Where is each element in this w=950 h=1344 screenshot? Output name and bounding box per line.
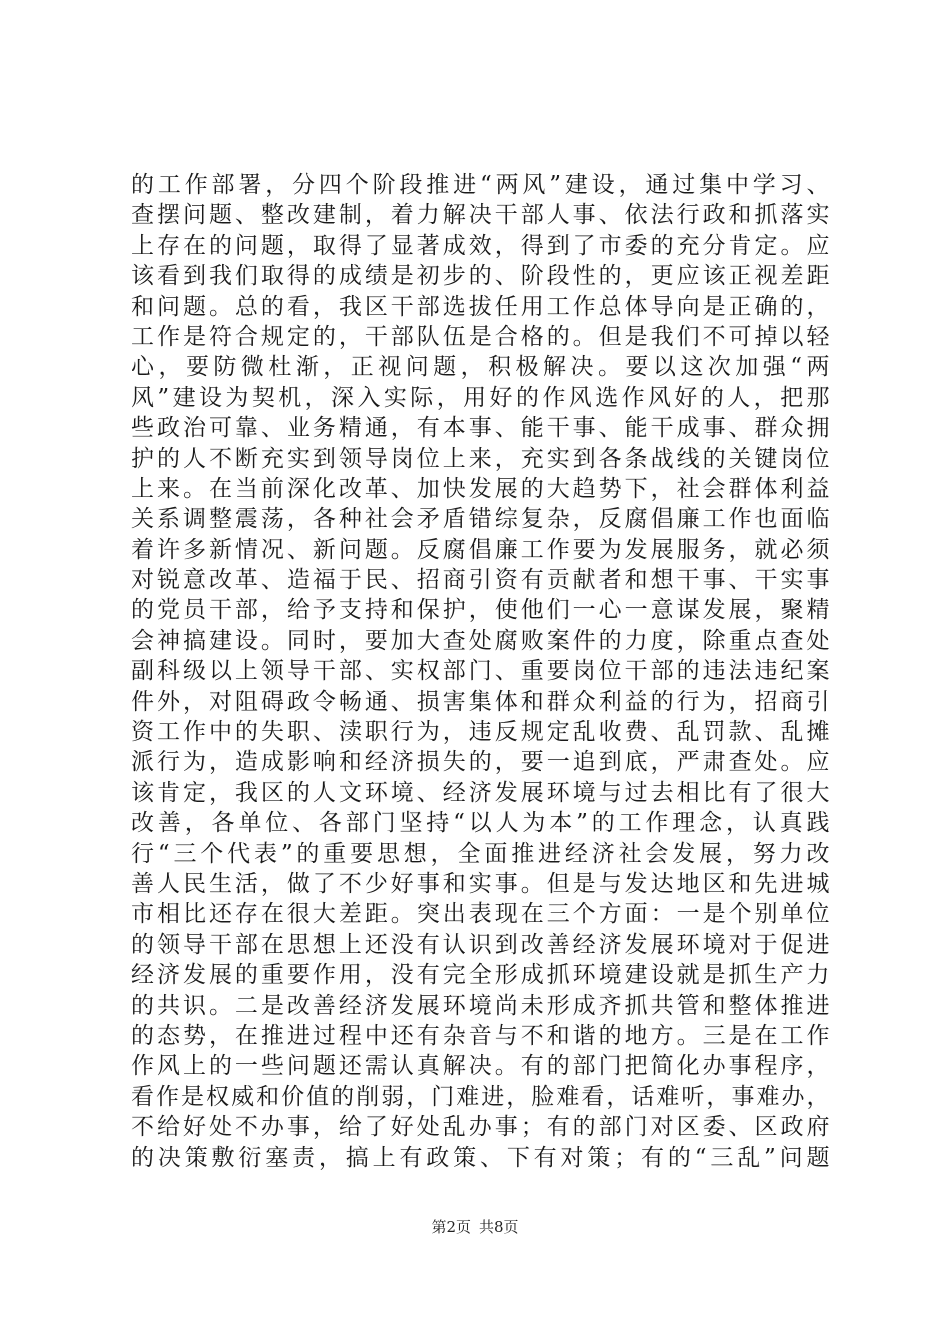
text-line: 和问题。总的看，我区干部选拔任用工作总体导向是正确的， — [131, 293, 831, 320]
text-line: 行“三个代表”的重要思想，全面推进经济社会发展，努力改 — [131, 840, 831, 867]
text-line: 的党员干部，给予支持和保护，使他们一心一意谋发展，聚精 — [131, 597, 831, 624]
page-total: 共8页 — [479, 1218, 519, 1236]
text-line: 会神搞建设。同时，要加大查处腐败案件的力度，除重点查处 — [131, 627, 831, 654]
text-line: 的态势，在推进过程中还有杂音与不和谐的地方。三是在工作 — [131, 1022, 831, 1049]
body-paragraph — [131, 170, 831, 1173]
text-line: 的工作部署，分四个阶段推进“两风”建设，通过集中学习、 — [131, 172, 831, 198]
text-line: 的共识。二是改善经济发展环境尚未形成齐抓共管和整体推进 — [131, 992, 831, 1019]
text-line: 资工作中的失职、渎职行为，违反规定乱收费、乱罚款、乱摊 — [131, 719, 831, 746]
text-line: 护的人不断充实到领导岗位上来，充实到各条战线的关键岗位 — [131, 445, 831, 472]
text-line: 该肯定，我区的人文环境、经济发展环境与过去相比有了很大 — [131, 779, 831, 806]
text-line: 上来。在当前深化改革、加快发展的大趋势下，社会群体利益 — [131, 475, 831, 502]
text-line: 副科级以上领导干部、实权部门、重要岗位干部的违法违纪案 — [131, 658, 831, 685]
text-line: 关系调整震荡，各种社会矛盾错综复杂，反腐倡廉工作也面临 — [131, 506, 831, 533]
text-line: 的领导干部在思想上还没有认识到改善经济发展环境对于促进 — [131, 931, 831, 958]
text-line: 着许多新情况、新问题。反腐倡廉工作要为发展服务，就必须 — [131, 536, 831, 563]
text-line: 该看到我们取得的成绩是初步的、阶段性的，更应该正视差距 — [131, 263, 831, 290]
text-line: 查摆问题、整改建制，着力解决干部人事、依法行政和抓落实 — [131, 202, 831, 229]
text-line: 的决策敷衍塞责，搞上有政策、下有对策；有的“三乱”问题 — [131, 1144, 831, 1171]
text-line: 风”建设为契机，深入实际，用好的作风选作风好的人，把那 — [131, 384, 831, 411]
text-line: 善人民生活，做了不少好事和实事。但是与发达地区和先进城 — [131, 870, 831, 897]
text-line: 件外，对阻碍政令畅通、损害集体和群众利益的行为，招商引 — [131, 688, 831, 715]
text-line: 派行为，造成影响和经济损失的，要一追到底，严肃查处。应 — [131, 749, 831, 776]
page-number: 第2页 — [431, 1218, 471, 1236]
text-line: 作风上的一些问题还需认真解决。有的部门把简化办事程序， — [131, 1053, 831, 1080]
text-line: 市相比还存在很大差距。突出表现在三个方面：一是个别单位 — [131, 901, 831, 928]
page-footer — [0, 1217, 950, 1237]
text-line: 上存在的问题，取得了显著成效，得到了市委的充分肯定。应 — [131, 232, 831, 259]
text-line: 看作是权威和价值的削弱，门难进，脸难看，话难听，事难办， — [131, 1083, 831, 1110]
text-line: 经济发展的重要作用，没有完全形成抓环境建设就是抓生产力 — [131, 962, 831, 989]
text-line: 改善，各单位、各部门坚持“以人为本”的工作理念，认真践 — [131, 810, 831, 837]
text-line: 对锐意改革、造福于民、招商引资有贡献者和想干事、干实事 — [131, 567, 831, 594]
text-line: 些政治可靠、业务精通，有本事、能干事、能干成事、群众拥 — [131, 415, 831, 442]
text-line: 不给好处不办事，给了好处乱办事；有的部门对区委、区政府 — [131, 1114, 831, 1141]
text-line: 心，要防微杜渐，正视问题，积极解决。要以这次加强“两 — [131, 354, 831, 381]
text-line: 工作是符合规定的，干部队伍是合格的。但是我们不可掉以轻 — [131, 323, 831, 350]
